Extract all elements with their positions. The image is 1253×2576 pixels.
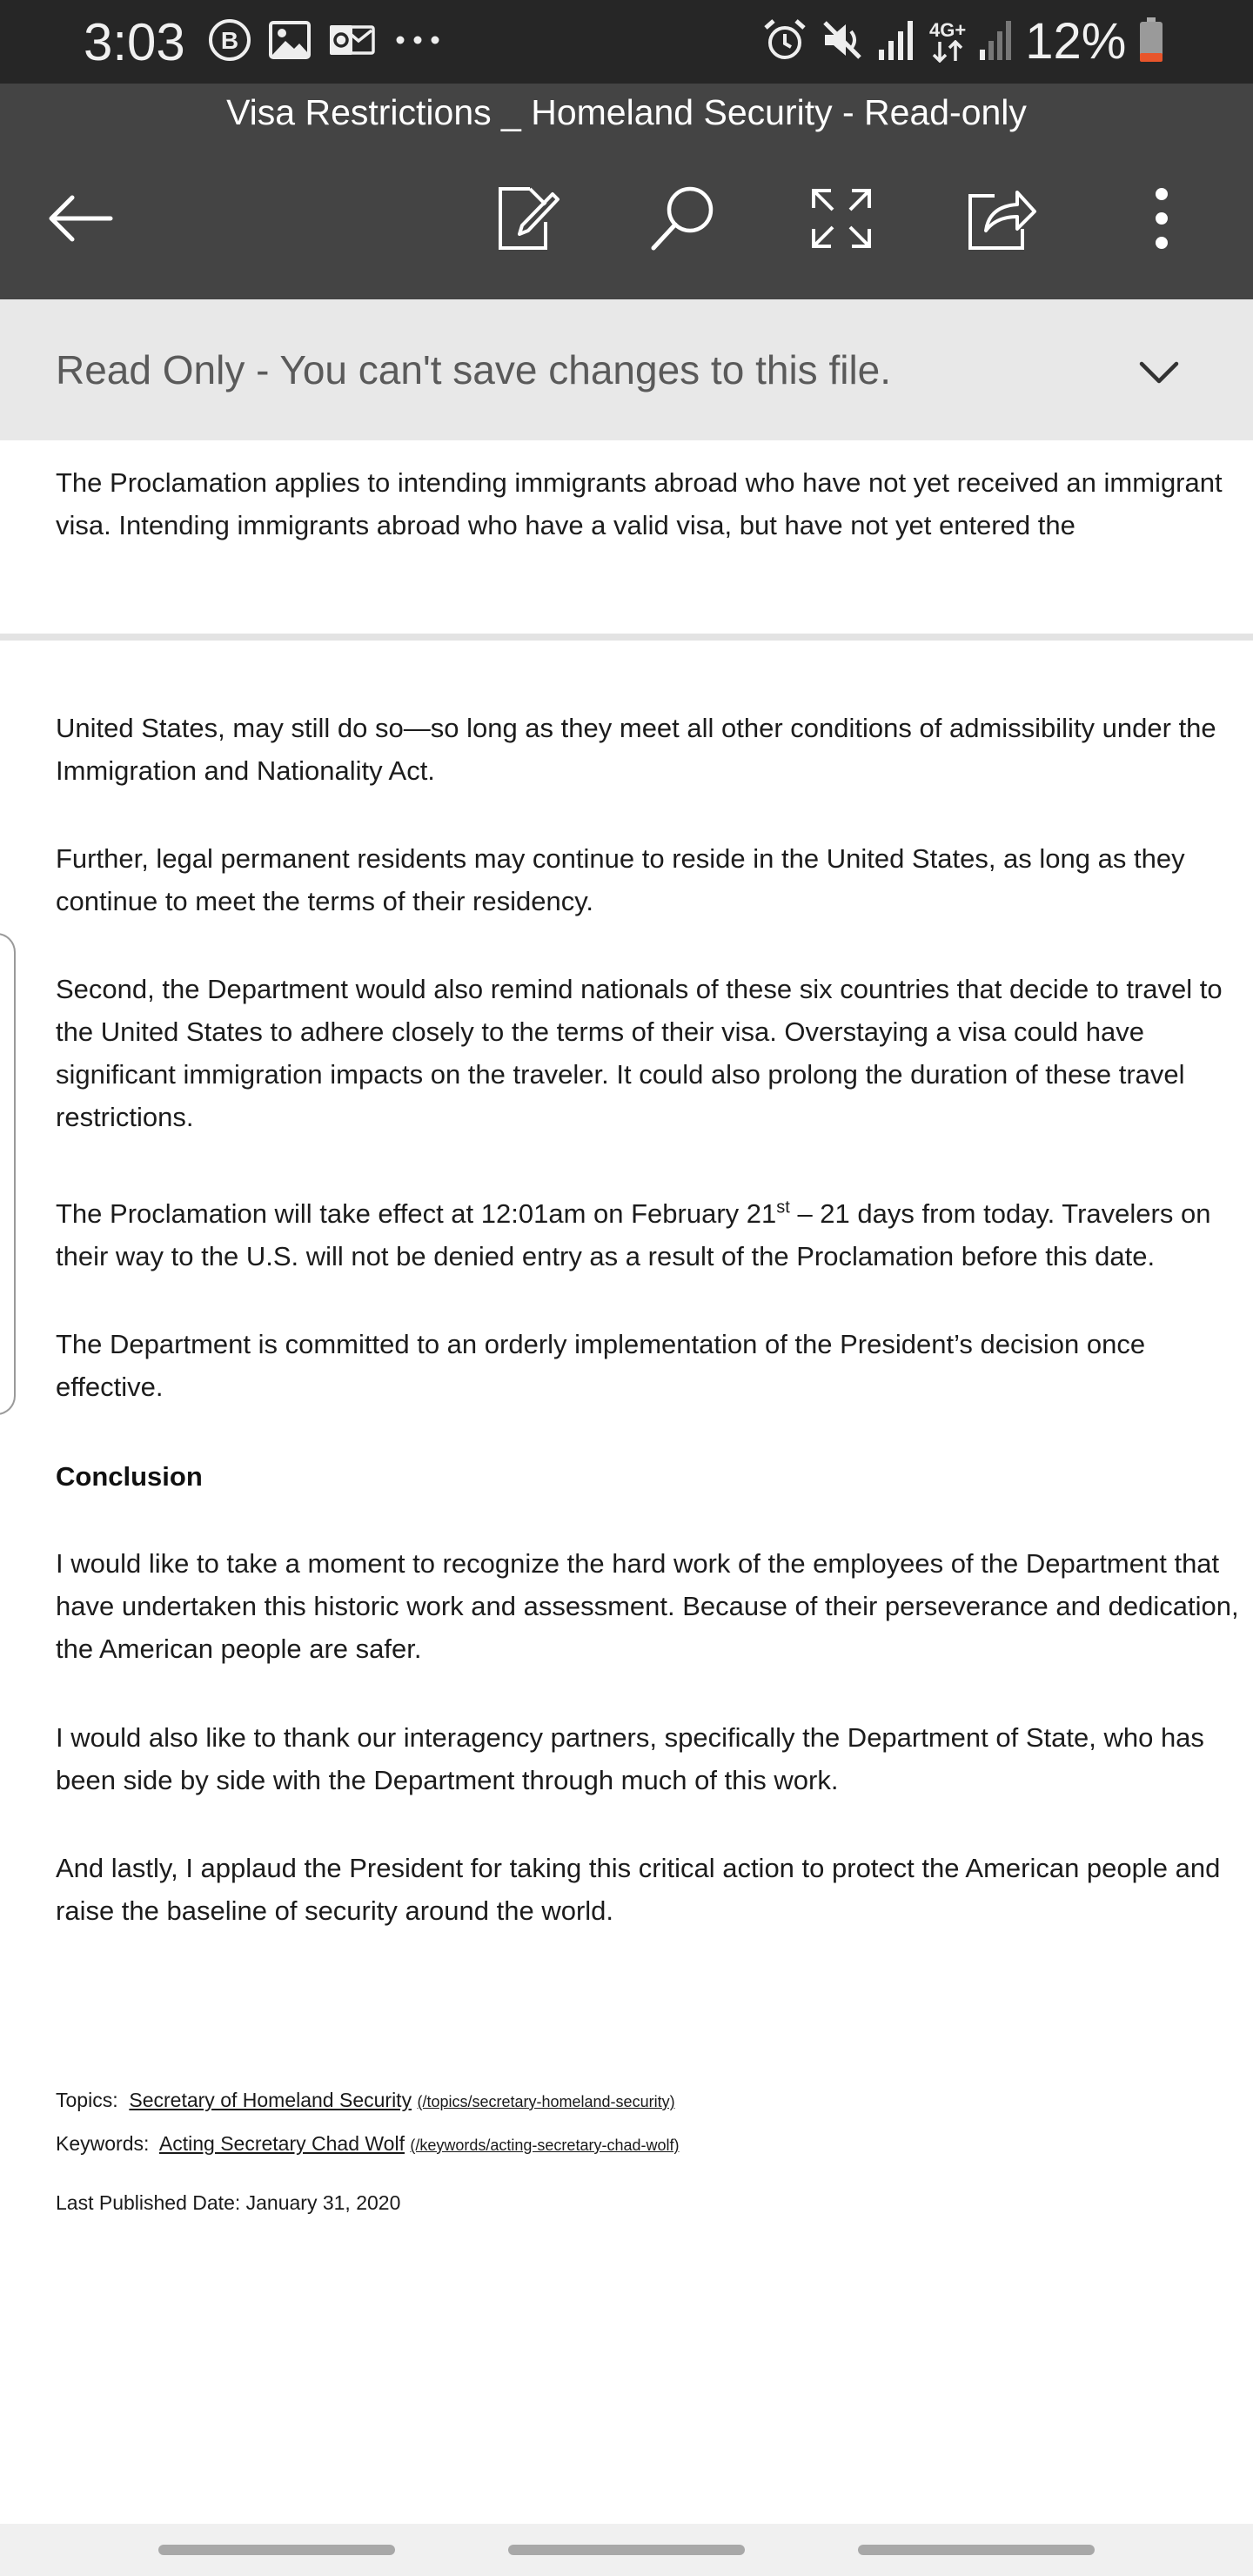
keywords-label: Keywords: (56, 2132, 150, 2155)
battery-percent: 12% (1025, 13, 1127, 70)
data-arrows-icon (929, 21, 966, 63)
signal-icon (877, 18, 917, 66)
back-button[interactable] (33, 171, 129, 266)
status-time: 3:03 (84, 13, 185, 71)
paragraph: Further, legal permanent residents may continue to reside in the United States, as long as they continue to meet the terms of their residency. (56, 843, 1185, 916)
outlook-icon (327, 20, 376, 64)
paragraph: The Proclamation applies to intending immigrants abroad who have not yet received an immigrant visa. Intending immigrants abroad who have a valid visa, but have not yet entered the (56, 467, 1223, 540)
keywords-link[interactable]: Acting Secretary Chad Wolf (158, 2132, 405, 2155)
paragraph: United States, may still do so—so long as they meet all other conditions of admissibility under the Immigration and Nationality Act. (56, 713, 1216, 786)
keywords-line (56, 2130, 679, 2158)
fullscreen-button[interactable] (794, 171, 889, 266)
paragraph: The Department is committed to an orderly implementation of the President’s decision once effective. (56, 1329, 1146, 1402)
topics-path[interactable]: (/topics/secretary-homeland-security) (417, 2093, 675, 2110)
nav-home-button[interactable] (508, 2545, 745, 2555)
edit-icon (492, 184, 561, 253)
more-options-icon (1151, 185, 1172, 252)
read-only-message: Read Only - You can't save changes to this file. (56, 347, 892, 392)
system-icons (762, 13, 1164, 70)
app-header (0, 84, 1253, 299)
document-page-previous (0, 440, 1253, 634)
document-title: Visa Restrictions _ Homeland Security - Read-only (226, 92, 1027, 132)
mute-icon (820, 17, 865, 67)
paragraph: I would also like to thank our interagency partners, specifically the Department of State, who has been side by side with the Department through much of this work. (56, 1722, 1204, 1795)
page-separator (0, 634, 1253, 641)
topics-link[interactable]: Secretary of Homeland Security (129, 2089, 412, 2111)
section-heading: Conclusion (56, 1461, 203, 1492)
nav-recents-button[interactable] (158, 2545, 395, 2555)
paragraph: And lastly, I applaud the President for taking this critical action to protect the American people and raise the baseline of security around the world. (56, 1853, 1221, 1926)
paragraph: Second, the Department would also remind nationals of these six countries that decide to travel to the United States to adhere closely to the terms of their visa. Overstaying a visa could have significant immigration impacts on the traveler. It could also prolong the duration of these travel restrictions. (56, 974, 1223, 1132)
battery-low-icon (1138, 17, 1164, 68)
gallery-icon (268, 20, 312, 64)
paragraph-text: – 21 days from today. Travelers on their way to the U.S. will not be denied entry as a result of the Proclamation before this date. (56, 1198, 1211, 1271)
navigation-bar (0, 2524, 1253, 2576)
search-icon (647, 182, 720, 255)
topics-label: Topics: (56, 2089, 118, 2111)
share-icon (965, 184, 1038, 253)
notification-icons (207, 17, 444, 66)
fullscreen-icon (808, 185, 874, 252)
alarm-icon (762, 17, 807, 67)
paragraph-text: The Proclamation will take effect at 12:01am on February 21 (56, 1198, 777, 1229)
superscript: st (776, 1197, 790, 1218)
signal-weak-icon (978, 18, 1013, 66)
paragraph (56, 1192, 1248, 1278)
topics-line (56, 2087, 675, 2115)
search-button[interactable] (635, 171, 731, 266)
banner-expand-button[interactable] (1131, 345, 1187, 400)
paragraph: I would like to take a moment to recognize the hard work of the employees of the Department that have undertaken this historic work and assessment. Because of their perseverance and dedication, the American people are safer. (56, 1548, 1239, 1664)
nav-back-button[interactable] (858, 2545, 1095, 2555)
b-badge-icon (207, 17, 252, 67)
chevron-down-icon (1131, 345, 1187, 400)
status-bar (0, 0, 1253, 84)
svg-text:B: B (220, 26, 239, 54)
more-notifications-icon (392, 31, 444, 53)
published-date: Last Published Date: January 31, 2020 (56, 2191, 401, 2214)
side-panel-handle[interactable] (0, 933, 16, 1415)
read-only-banner (0, 299, 1253, 440)
edit-button[interactable] (479, 171, 574, 266)
share-button[interactable] (954, 171, 1049, 266)
network-type: 4G+ (929, 19, 967, 41)
back-arrow-icon (46, 192, 116, 245)
keywords-path[interactable]: (/keywords/acting-secretary-chad-wolf) (410, 2137, 680, 2154)
more-options-button[interactable] (1114, 171, 1209, 266)
